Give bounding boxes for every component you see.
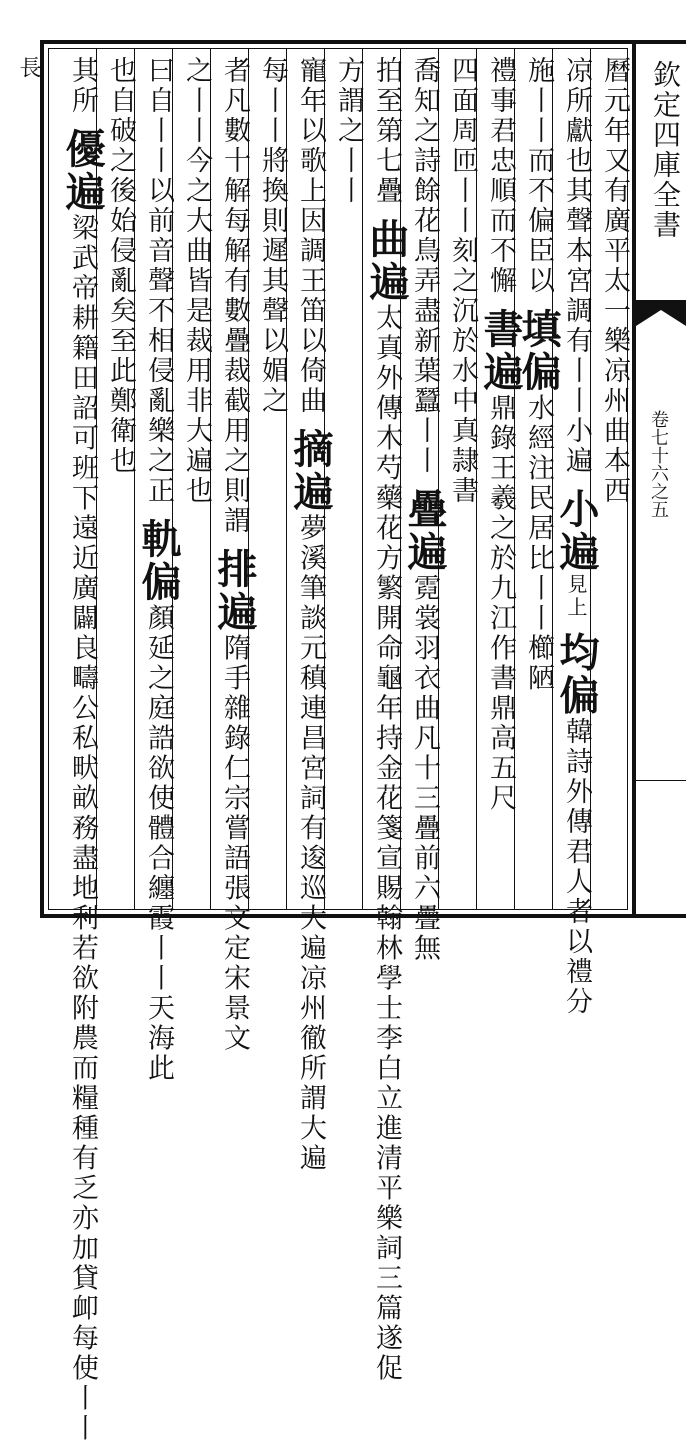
fish-tail-mark-icon bbox=[636, 300, 686, 326]
entry-note: 顏延之庭誥欲使體合纏霞丨丨天海此 bbox=[143, 603, 174, 1084]
text-column: 曆元年又有廣平太一樂凉州曲本西 bbox=[599, 56, 630, 506]
entry-note: 韓詩外傳君人者以禮分 bbox=[561, 717, 592, 1018]
entry-head: 均偏 bbox=[553, 631, 600, 718]
volume-label: 卷七十六之五 bbox=[648, 410, 669, 518]
gutter-divider bbox=[636, 780, 686, 781]
book-title: 欽定四庫全書 bbox=[649, 60, 682, 240]
entry-note: 水經注民居比丨丨櫛陋 bbox=[523, 393, 554, 694]
entry-head: 書遍 bbox=[477, 307, 524, 394]
text-column: 方謂之丨丨 bbox=[333, 56, 364, 206]
text-column: 曰自丨丨以前音聲不相侵亂樂之正 軌偏顏延之庭誥欲使體合纏霞丨丨天海此 bbox=[135, 56, 182, 1084]
entry-head: 小遍 bbox=[553, 487, 600, 574]
text-column: 拍至第七疊 曲遍太真外傳木芍藥花方繁開命龜年持金花箋宣賜翰林學士李白立進清平樂詞三篇遂促 bbox=[363, 56, 410, 1384]
entry-head: 疊遍 bbox=[401, 487, 448, 574]
text-column: 喬知之詩餘花鳥弄盡新葉蠶丨丨 疊遍霓裳羽衣曲凡十三疊前六疊無 bbox=[401, 56, 448, 964]
entry-head: 排遍 bbox=[211, 547, 258, 634]
text-column: 者凡數十解每解有數疊裁截用之則謂 排遍隋手雜錄仁宗嘗語張文定宋景文 bbox=[211, 56, 258, 1054]
text-column: 之丨丨今之大曲皆是裁用非大遍也 bbox=[181, 56, 212, 506]
text-column: 每丨丨將換則遲其聲以媚之 bbox=[257, 56, 288, 416]
text-column: 其所 優遍梁武帝耕籍田詔可班下遠近廣闢良疇公私畎畝務盡地利若欲附農而糧種有乏亦加貸卹每使丨丨 bbox=[59, 56, 106, 1444]
text-column: 禮事君忠順而不懈 書遍鼎錄王羲之於九江作書鼎高五尺 bbox=[477, 56, 524, 814]
entry-note: 夢溪筆談元稹連昌宮詞有逡巡大遍凉州徹所謂大遍 bbox=[295, 513, 326, 1174]
entry-note: 鼎錄王羲之於九江作書鼎高五尺 bbox=[485, 393, 516, 814]
entry-note: 太真外傳木芍藥花方繁開命龜年持金花箋宣賜翰林學士李白立進清平樂詞三篇遂促 bbox=[371, 303, 402, 1384]
entry-head: 軌偏 bbox=[135, 517, 182, 604]
text-column: 也自破之後始侵亂矣至此鄭衛也 bbox=[105, 56, 136, 476]
text-column: 凉所獻也其聲本宮調有丨丨小遍 小遍見上 均偏韓詩外傳君人者以禮分 bbox=[553, 56, 600, 1018]
text-column: 四面周匝丨丨刻之沉於水中真隷書 bbox=[447, 56, 478, 506]
entry-head: 優遍 bbox=[59, 127, 106, 214]
entry-note: 梁武帝耕籍田詔可班下遠近廣闢良疇公私畎畝務盡地利若欲附農而糧種有乏亦加貸卹每使丨丨 bbox=[67, 213, 98, 1444]
text-column: 長 bbox=[16, 56, 41, 81]
entry-head: 摘遍 bbox=[287, 427, 334, 514]
text-column: 寵年以歌上因調王笛以倚曲 摘遍夢溪筆談元稹連昌宮詞有逡巡大遍凉州徹所謂大遍 bbox=[287, 56, 334, 1174]
text-column: 施丨丨而不偏臣以 填偏水經注民居比丨丨櫛陋 bbox=[515, 56, 562, 694]
entry-note: 見上 bbox=[564, 573, 588, 620]
entry-head: 填偏 bbox=[515, 307, 562, 394]
entry-note: 隋手雜錄仁宗嘗語張文定宋景文 bbox=[219, 633, 250, 1054]
entry-head: 曲遍 bbox=[363, 217, 410, 304]
entry-note: 霓裳羽衣曲凡十三疊前六疊無 bbox=[409, 573, 440, 964]
